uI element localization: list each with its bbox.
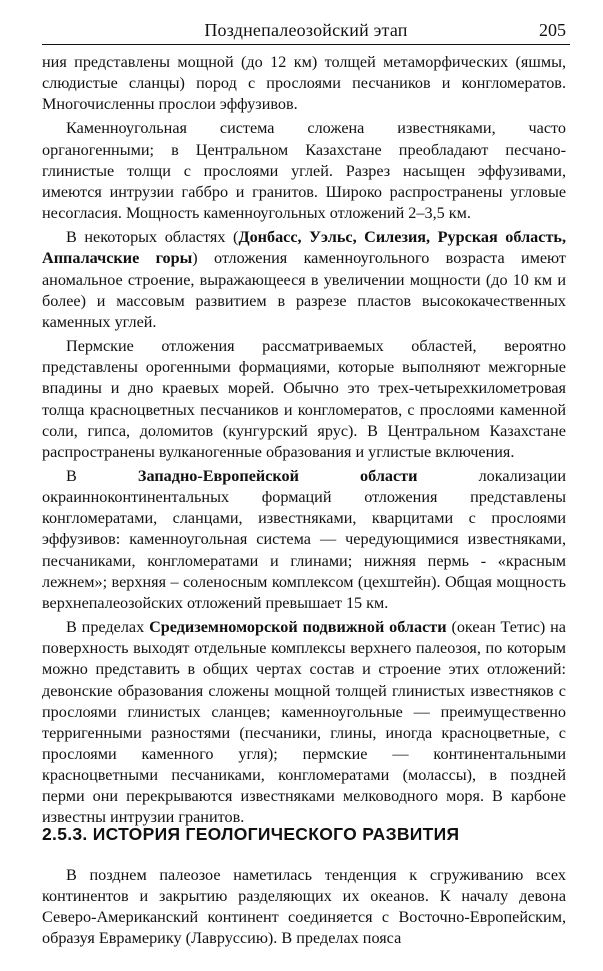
bold-region-name: Западно-Европейской области (137, 466, 418, 485)
paragraph-continuation: ния представлены мощной (до 12 км) толщей метаморфических (яшмы, слюдистые сланцы) пород с прослоями песчаников и конгломератов. Многочисленны прослои эффузивов. (42, 53, 566, 114)
section-heading: 2.5.3. ИСТОРИЯ ГЕОЛОГИЧЕСКОГО РАЗВИТИЯ (42, 824, 460, 844)
body-text (42, 52, 566, 829)
paragraph-text: В (66, 466, 138, 485)
section-body (42, 865, 566, 950)
paragraph-permian: Пермские отложения рассматриваемых областей, вероятно представлены орогенными формациями, которые выполняют межгорные впадины и дно краевых морей. Обычно это трех-четырехкилометровая толща красноцветных песчаников и конгломератов, с прослоями каменной соли, гипса, доломитов (кунгурский ярус). В Центральном Казахстане распространены вулканогенные образования и углистые включения. (42, 337, 566, 461)
page-number: 205 (539, 20, 566, 40)
paragraph-text: В некоторых областях ( (66, 228, 239, 247)
bold-region-name: Средиземноморской подвижной области (149, 618, 447, 637)
paragraph-carboniferous: Каменноугольная система сложена известняками, часто органогенными; в Центральном Казахстане преобладают песчано-глинистые толщи с прослоями углей. Разрез насыщен эффузивами, имеются интрузии габбро и гранитов. Широко распространены угловые несогласия. Мощность каменноугольных отложений 2–3,5 км. (42, 119, 566, 223)
paragraph-text: (океан Тетис) на поверхность выходят отдельные комплексы верхнего палеозоя, по которым можно представить в общих чертах состав и строение этих отложений: девонские образования сложены мощной толщей глинистых известняков с прослоями глинистых сланцев; каменноугольные — преимущественно терригенными разностями (песчаники, глины, иногда красноцветные, с прослоями каменного угля); пермские — континентальными красноцветными песчаниками, конгломератами (молассы), в поздней перми они перекрываются известняками мелководного моря. В карбоне известны интрузии гранитов. (42, 618, 566, 827)
running-header (42, 18, 570, 45)
paragraph-history: В позднем палеозое наметилась тенденция к сгруживанию всех континентов и закрытию разделяющих их океанов. К началу девона Северо-Американский континент соединяется с Восточно-Европейским, образуя Еврамерику (Лавруссию). В пределах пояса (42, 866, 566, 948)
running-title: Позднепалеозойский этап (204, 20, 408, 40)
paragraph-mediterranean (42, 617, 566, 829)
paragraph-text: В пределах (66, 618, 150, 637)
paragraph-text: локализации окраинноконтинентальных формаций отложения представлены конгломератами, сланцами, известняками, кварцитами с прослоями эффузивов: каменноугольная система — чередующимися известняками, песчаниками, конгломератами и глинами; нижняя пермь - «красным лежнем»; верхняя – соленосным комплексом (цехштейн). Общая мощность верхнепалеозойских отложений превышает 15 км. (42, 466, 566, 612)
bold-region-names: Донбасс, Уэльс, Силезия, Рурская область, Аппалачские горы (42, 228, 567, 268)
paragraph-west-european (42, 466, 566, 614)
paragraph-text: ) отложения каменноугольного возраста имеют аномальное строение, выражающееся в увеличении мощности (до 10 км и более) и массовым развитием в разрезе пластов высококачественных каменных углей. (42, 249, 566, 331)
paragraph-anomalous-regions (42, 227, 566, 333)
